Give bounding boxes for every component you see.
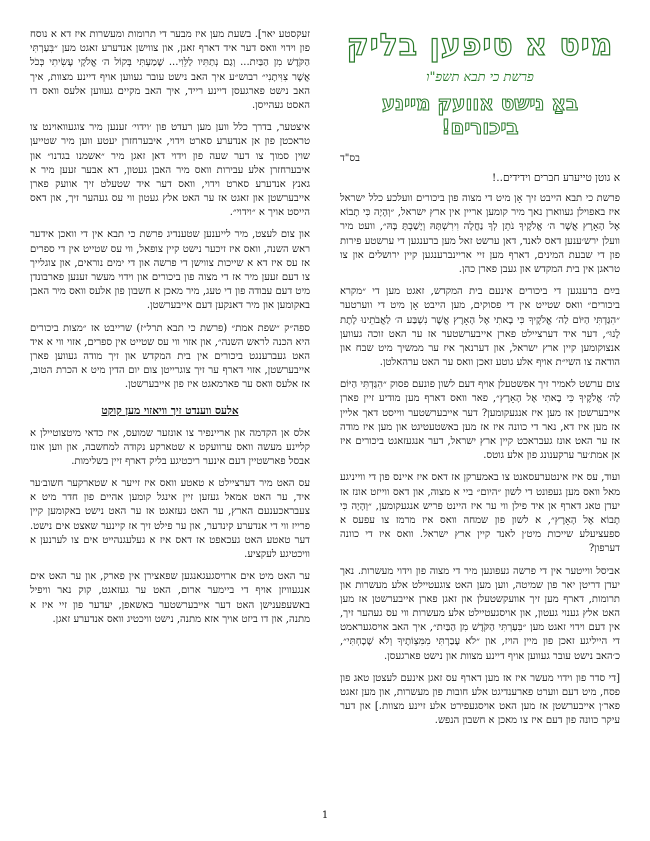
paragraph: ועוד, עס איז אינטערעסאנט צו באמערקן אז דאס איז איינס פון די ווייניגע מאל וואס מען געפונט די לשון ״היום״ ביי א מצוה, און דאס ווייזט אונז אז יעדן טאג דארף אן איד פילן ווי ער איז היינט פריש אנגעקומען, ״וְהָיָה כִּי תָבוֹא אֶל הָאָרֶץ״, א לשון פון שמחה וואס איז מרמז צו עפעס א ספעציעלע שייכות מיט׳ן לאנד קיין ארץ ישראל. וואס איז די כוונה דערפון? [340, 472, 620, 555]
paragraph: [די סדר פון וידוי מעשר איז אז מען דארף עס זאגן אינעם לעצטן טאג פון פסח, מיט דעם ווערט פארענדיגט אלע חובות פון מעשרות, און מען זאגט פאר׳ן אייבערשטן אז מען האט אויסגעפירט אלע זיינע מצוות.] און דער עיקר כוונה פון דעם איז צו מאכן א חשבון הנפש. [340, 672, 620, 727]
page-number: 1 [321, 810, 329, 821]
paragraph: אלס אן הקדמה און אריינפיר צו אונזער שמועס, איז כדאי מיטצוטיילן א קלײנע מעשה וואס ערוועקט א שטארקע נקודה למחשבה, און ווען אונז אבסל פארשטיין דעם אינער ריכטיגע בליק דארף זיין בשלימות. [30, 427, 310, 467]
paragraph: אביסל ווייטער אין די פרשה געפונען מיר די מצוה פון וידוי מעשרות. נאך יעדן דריטן יאר פון שמיטה, ווען מען האט צוגעטיילט אלע מעשרות און תרומות, דארף מען זיך אוועקשטעלן און זאגן פארן אייבערשטן אז מען האט אלץ גענוי געטון, און אויסגעטיילט אלע מעשרות ווי עס געהער זיך, אין דעם וידוי זאגט מען ״בִּעַרְתִּי הַקֹּדֶשׁ מִן הַבַּיִת״, איך האב אויסגעראמט די הייליגע זאכן פון מיין הויז, און ״לֹא עָבַרְתִּי מִמִּצְוֹתֶיךָ וְלֹא שָׁכָחְתִּי״, כ׳האב נישט עובר געווען אויף דיינע מצוות און נישט פארגעסן. [340, 565, 620, 662]
paragraph: און צום לעצט, מיר לייענען שטענדיג פרשת כי תבא אין די וואכן אידער ראש השנה, וואס איז זיכער נישט קיין צופאל, ווי עס שטייט אין די ספרים אז עס איז דא א שייכות צווישן די פרשה און די ימים נוראים, און צוגלייך צו דעם זעען מיר אז די מצוה פון ביכורים און וידוי מעשר זענען פארבונדן מיט דעם עבודה פון די טעג, מיר מאכן א חשבון פון אלעס וואס מיר האבן באקומען און מיר דאנקען דעם אייבערשטן. [30, 229, 310, 312]
paragraph: עס האט מיר דערציילט א טאטע וואס איז זייער א שטארקער חשוב׳ער איד, ער האט אמאל געזען זיין אינגל קומען אהיים פון חדר מיט א צעבראכענעם הארץ, ער האט געזאגט אז ער האט נישט באקומען קיין פרייז ווי די אנדערע קינדער, און ער פילט זיך אז קיינער שאצט אים נישט. דער טאטע האט געכאפט אז דאס איז א געלעגנהייט אים צו לערנען א וויכטיגע לעקציע. [30, 478, 310, 560]
section-heading: אלעס ווענדט זיך וויאזוי מען קוקט [101, 404, 239, 417]
greeting: א גוטן טייערע חברים וידידים..! [492, 172, 620, 184]
bsd-marker: בס"ד [340, 153, 360, 164]
newsletter-title: מיט א טיפען בליק [346, 28, 614, 63]
paragraph: איצטער, בדרך כלל ווען מען רעדט פון ׳וידוי׳ זענען מיר צוגעוואוינט צו טראכטן פון אן אנדערע סארט וידוי, איבערחזרן יעטע ווען מיר שטייען שוין סמוך צו דער שעה פון וידוי דאן זאגן מיר ״אשמנו בגדנו״ און איבערחזרן אלע עבירות וואס מיר האבן געטון, דא אבער זעען מיר א גאנץ אנדערע סארט וידוי, וואס דער איד שטעלט זיך אוועק פארן אייבערשטן און זאגט אז ער האט אלץ געטון ווי עס געהער זיך, און דאס הייסט אויך א ״וידוי״. [30, 122, 310, 219]
paragraph: ער האט מיט אים ארויסגעגאנגען שפאצירן אין פארק, און ער האט אים אנגעוויזן אויף די ביימער ארום, האט ער געזאגט, קוק נאר וויפיל באשעפענישן האט דער אייבערשטער באשאפן, יעדער פון זיי איז א מתנה, און דו ביזט אויך אזא מתנה, נישט וויכטיג וואס אנדערע זאגן. [30, 571, 310, 625]
right-column [340, 28, 620, 737]
paragraph: צום ערשט לאמיר זיך אפשטעלן אויף דעם לשון פונעם פסוק ״הִגַּדְתִּי הַיּוֹם לַה׳ אֱלֹקֶיךָ כִּי בָאתִי אֶל הָאָרֶץ״, פאר וואס דארף מען מודיע זיין פארן אייבערשטן אז מען איז אנגעקומען? דער אייבערשטער ווייסט דאך אליין אז מען איז דא, נאר די כוונה איז אז מען באשטעטיגט און מען איז מודה אז ער האט אונז געבראכט קיין ארץ ישראל, דער אנגעזאגט ביכורים איז אן אמת׳ער ערקענונג פון אלע גוטס. [340, 379, 620, 462]
paragraph: בײַם ברענגען די ביכורים אינעם בית המקדש, זאגט מען די ״מקרא ביכורים״ וואס שטייט אין די פסוקים, מען הייבט אָן מיט די ווערטער ״הִגַּדְתִּי הַיּוֹם לַה׳ אֱלֹקֶיךָ כִּי בָאתִי אֶל הָאָרֶץ אֲשֶׁר נִשְׁבַּע ה׳ לַאֲבֹתֵינוּ לָתֶת לָנוּ״, דער איד דערציילט פארן אייבערשטער אז ער האט זוכה געווען אנצוקומען קיין ארץ ישראל, און דערנאך איז ער ממשיך מיט שבח און הודאה צו השי״ת אויף אלע גוטע זאכן וואס ער האט ערהאלטן. [340, 286, 620, 369]
paragraph: פרשת כי תבא הייבט זיך אָן מיט די מצוה פון ביכורים וועלכע כלל ישראל איז באפוילן געווארן נאך מיר קומען אריין אין ארץ ישראל, ״וְהָיָה כִּי תָבוֹא אֶל הָאָרֶץ אֲשֶׁר ה׳ אֱלֹקֶיךָ נֹתֵן לְךָ נַחֲלָה וִירִשְׁתָּהּ וְיָשַׁבְתָּ בָּהּ״, וועט מיר וועלן ירש׳ענען דאס לאנד, דאן ערשט זאל מען ברענגען די ערשטע פירות פון די שבעת המינים, דארף מען זיי אריינברענגען קיין ירושלים און צו טראגן אין בית המקדש און געבן פארן כהן. [340, 193, 620, 275]
paragraph: זעקסטע יאר]. בשעת מען איז מבער די תרומות ומעשרות איז דא א נוסח פון וידוי וואס דער איד דארף זאגן, און צווישן אנדערע זאגט מען ״בִּעַרְתִּי הַקֹּדֶשׁ מִן הַבַּיִת... וְגַם נְתַתִּיו לַלֵּוִי... שָׁמַעְתִּי בְּקוֹל ה׳ אֱלֹקָי עָשִׂיתִי כְּכֹל אֲשֶׁר צִוִּיתָנִי״ רבוש״ע איך האב נישט עובר געווען אויף דיינע מצוות, איך האב נישט פארגעסן דיינע רייד, איך האב מקיים געווען אלעס וואס דו האסט געהייסן. [30, 29, 310, 111]
paragraph: ספה״ק ״שפת אמת״ (פרשת כי תבא תרל״ז) שרייבט אז ״מצות ביכורים היא הכנה לראש השנה״, און אזוי ווי עס שטייט אין ספרים, אזוי ווי א איד האט געברענגט ביכורים אין בית המקדש און זיך מודה געווען פארן אייבערשטן, אזוי דארף ער זיך צוגרייטן צום יום הדין מיט א הכרת הטוב, אז אלעס וואס ער פארמאגט איז פון אייבערשטן. [30, 322, 310, 391]
left-column [30, 28, 310, 635]
masthead [340, 28, 620, 139]
parsha-line: פרשת כי תבא תשפ"ו [426, 70, 534, 85]
motto-line: באַ נישט אוועק מיינע ביכורים! [381, 91, 579, 139]
